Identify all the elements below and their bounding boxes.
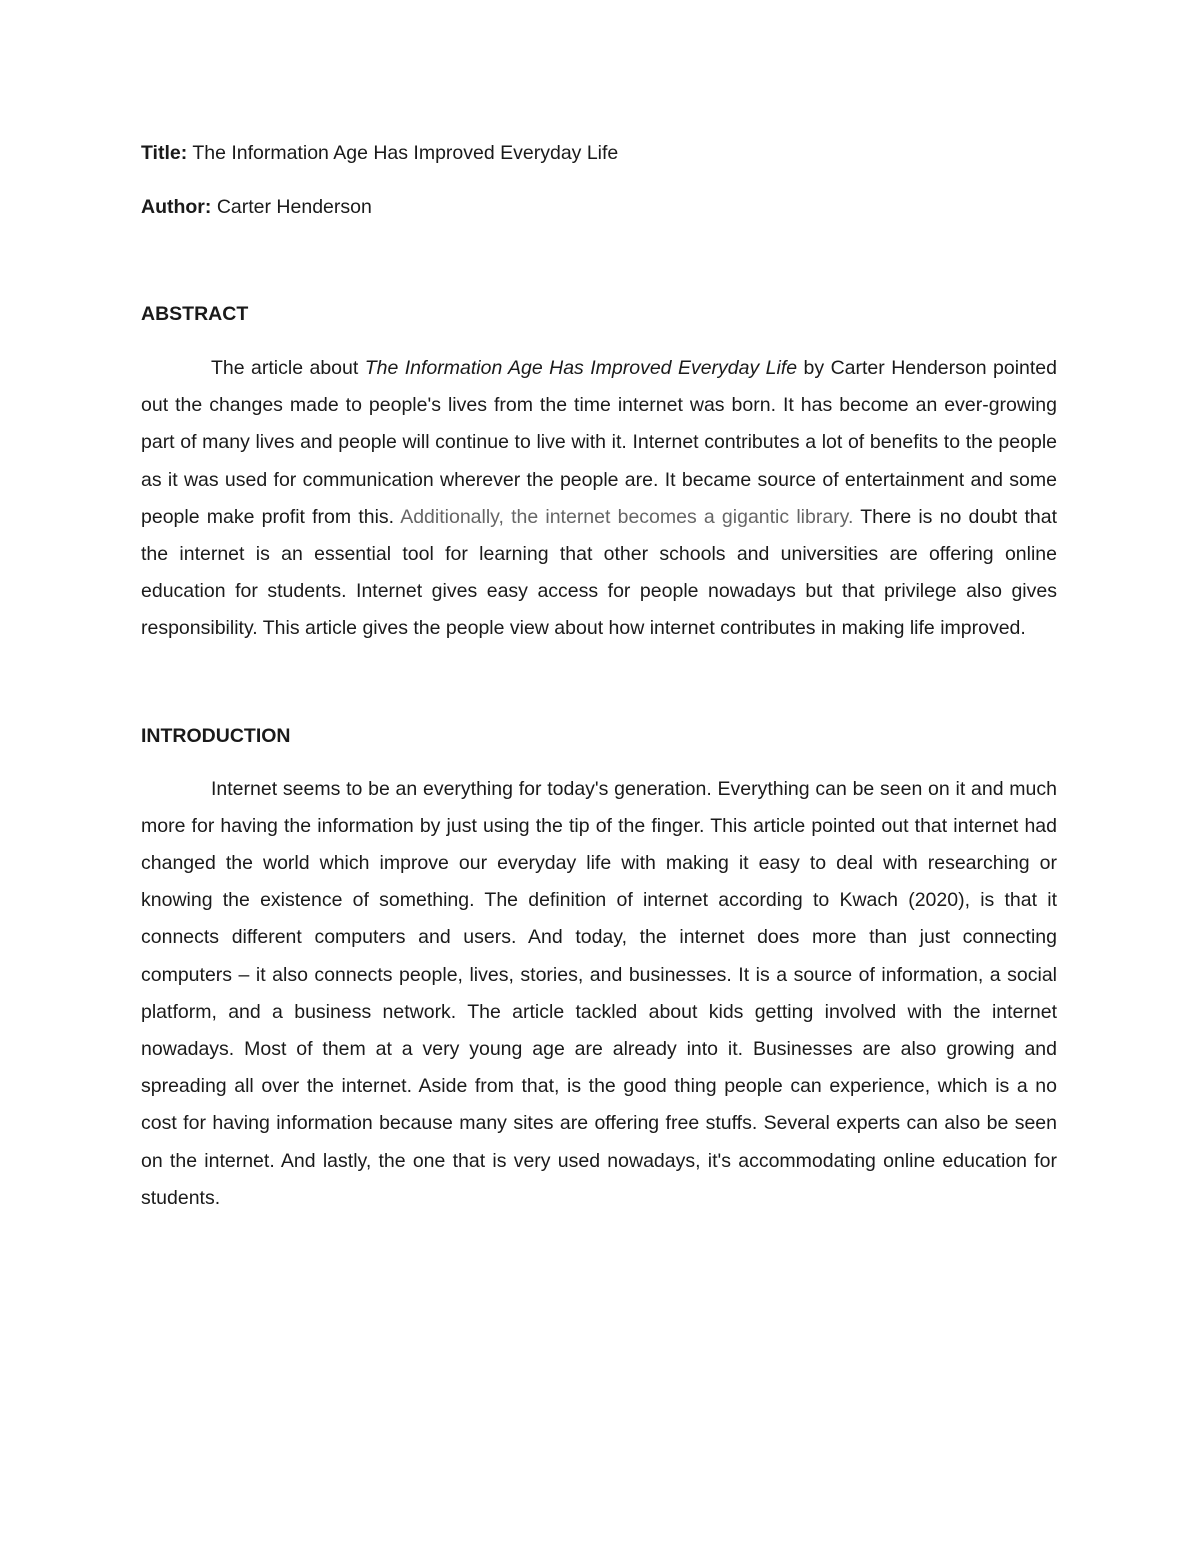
title-value: The Information Age Has Improved Everyday Life xyxy=(192,142,619,164)
document-author-line xyxy=(141,193,1057,221)
introduction-heading: INTRODUCTION xyxy=(141,724,291,747)
abstract-grey-text: Additionally, the internet becomes a gigantic library. xyxy=(400,505,854,528)
abstract-text-3: There is no doubt that the internet is an essential tool for learning that other schools and universities are offering online education for students. Internet gives easy access for people nowadays but that privilege also gives responsibility. This article gives the people view about how internet contributes in making life improved. xyxy=(141,505,1057,640)
abstract-heading: ABSTRACT xyxy=(141,303,249,325)
document-title-line xyxy=(141,139,1057,167)
abstract-italic-title: The Information Age Has Improved Everyday Life xyxy=(364,357,798,379)
abstract-text-1: The article about xyxy=(211,357,365,379)
abstract-text-2: by Carter Henderson pointed out the changes made to people's lives from the time internet was born. It has become an ever-growing part of many lives and people will continue to live with it. Internet contributes a lot of benefits to the people as it was used for communication wherever the people are. It became source of entertainment and some people make profit from this. xyxy=(141,357,1057,528)
author-label: Author: xyxy=(141,196,212,218)
author-value: Carter Henderson xyxy=(216,196,372,218)
abstract-paragraph xyxy=(141,350,1057,648)
introduction-paragraph: Internet seems to be an everything for today's generation. Everything can be seen on it and much more for having the information by just using the tip of the finger. This article pointed out that internet had changed the world which improve our everyday life with making it easy to deal with researching or knowing the existence of something. The definition of internet according to Kwach (2020), is that it connects different computers and users. And today, the internet does more than just connecting computers – it also connects people, lives, stories, and businesses. It is a source of information, a social platform, and a business network. The article tackled about kids getting involved with the internet nowadays. Most of them at a very young age are already into it. Businesses are also growing and spreading all over the internet. Aside from that, is the good thing people can experience, which is a no cost for having information because many sites are offering free stuffs. Several experts can also be seen on the internet. And lastly, the one that is very used nowadays, it's accommodating online education for students. xyxy=(141,777,1057,1209)
document-page xyxy=(141,139,1057,1217)
title-label: Title: xyxy=(141,142,188,164)
